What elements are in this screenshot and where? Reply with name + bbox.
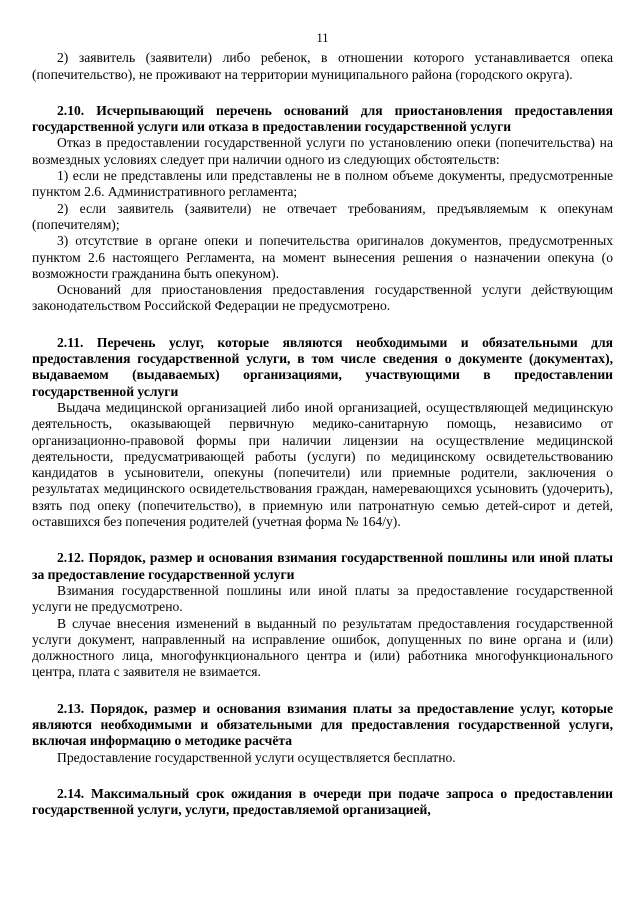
section-heading-2-10: 2.10. Исчерпывающий перечень оснований для приостановления предоставления государственной услуги или отказа в предоставлении государственной услуги	[32, 102, 613, 135]
section-heading-2-12: 2.12. Порядок, размер и основания взимания государственной пошлины или иной платы за предоставление государственной услуги	[32, 550, 613, 582]
section-gap	[32, 530, 613, 550]
page-number: 11	[316, 31, 329, 45]
paragraph: 2) если заявитель (заявители) не отвечает требованиям, предъявляемым к опекунам (попечителям);	[32, 200, 613, 232]
section-heading-2-14: 2.14. Максимальный срок ожидания в очереди при подаче запроса о предоставлении государственной услуги, услуги, предоставляемой организацией,	[32, 785, 613, 818]
paragraph: Взимания государственной пошлины или иной платы за предоставление государственной услуги не предусмотрено.	[32, 582, 613, 615]
paragraph: Отказ в предоставлении государственной услуги по установлению опеки (попечительства) на возмездных условиях следует при наличии одного из следующих обстоятельств:	[32, 135, 613, 167]
section-gap	[32, 766, 613, 786]
paragraph: Выдача медицинской организацией либо иной организацией, осуществляющей медицинскую деятельность, оказывающей первичную медико-санитарную помощь, независимо от организационно-правовой формы при наличии лицензии на осуществление медицинской деятельности, предусматривающей работы (услуги) по медицинскому освидетельствованию кандидатов в усыновители, опекуны (попечители) или приемные родители, заключения о результатах медицинского освидетельствования граждан, намеревающихся усыновить (удочерить), взять под опеку (попечительство), в приемную или патронатную семью детей-сирот и детей, оставшихся без попечения родителей (учетная форма № 164/у).	[32, 399, 613, 530]
section-heading-2-13: 2.13. Порядок, размер и основания взимания платы за предоставление услуг, которые являются необходимыми и обязательными для предоставления государственной услуги, включая информацию о методике расчёта	[32, 700, 613, 749]
intro-paragraph: 2) заявитель (заявители) либо ребенок, в отношении которого устанавливается опека (попечительство), не проживают на территории муниципального района (городского округа).	[32, 50, 613, 82]
section-gap	[32, 83, 613, 103]
section-heading-2-11: 2.11. Перечень услуг, которые являются необходимыми и обязательными для предоставления государственной услуги, в том числе сведения о документе (документах), выдаваемом (выдаваемых) организациями, участвующими в предоставлении государственной услуги	[32, 334, 613, 399]
paragraph: Предоставление государственной услуги осуществляется бесплатно.	[57, 749, 456, 765]
paragraph: 1) если не представлены или представлены не в полном объеме документы, предусмотренные пунктом 2.6. Административного регламента;	[32, 168, 613, 200]
section-gap	[32, 315, 613, 335]
paragraph: 3) отсутствие в органе опеки и попечительства оригиналов документов, предусмотренных пунктом 2.6 настоящего Регламента, на момент вынесения решения о назначении опекуна (о возможности гражданина быть опекуном).	[32, 233, 613, 281]
section-gap	[32, 681, 613, 701]
paragraph: В случае внесения изменений в выданный по результатам предоставления государственной услуги документ, направленный на исправление ошибок, допущенных по вине органа и (или) должностного лица, многофункционального центра и (или) работника многофункционального центра, плата с заявителя не взимается.	[32, 615, 613, 680]
paragraph: Оснований для приостановления предоставления государственной услуги действующим законодательством Российской Федерации не предусмотрено.	[32, 282, 613, 314]
